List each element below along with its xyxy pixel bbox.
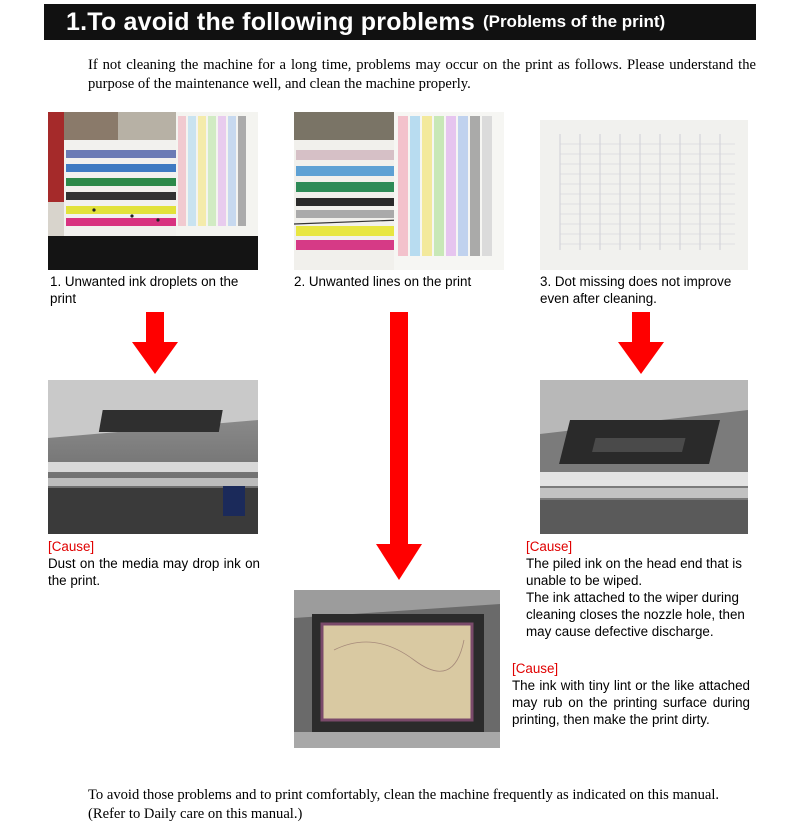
cause-block-3 [512,660,750,728]
media-dust-photo [48,380,258,534]
cause-text: Dust on the media may drop ink on the print. [48,556,260,588]
intro-paragraph: If not cleaning the machine for a long time, problems may occur on the print as follows. Please understand the purpose of the maintenance well, and clean the machine properly. [88,57,756,92]
cause-text: The ink attached to the wiper during cleaning closes the nozzle hole, then may cause defective discharge. [526,590,745,639]
cause-block-2 [526,538,752,640]
print-sample-photo-1 [48,112,258,270]
nozzle-check-photo [540,120,748,270]
head-end-photo [540,380,748,534]
section-title-bar [44,4,756,40]
cause-text: The ink with tiny lint or the like attached may rub on the printing surface during printing, then make the print dirty. [512,678,750,727]
section-title: 1.To avoid the following problems [66,7,475,36]
section-subtitle: (Problems of the print) [482,12,666,31]
long-down-arrow-icon [376,312,422,580]
cause-text: The piled ink on the head end that is unable to be wiped. [526,556,742,588]
closing-paragraph: To avoid those problems and to print comfortably, clean the machine frequently as indicated on this manual. (Refer to Daily care on this manual.) [88,787,720,822]
down-arrow-icon [618,312,664,374]
cause-label: [Cause] [526,539,573,554]
cause-label: [Cause] [512,661,559,676]
problem-caption-1: 1. Unwanted ink droplets on the print [50,274,239,306]
print-sample-photo-2 [294,112,504,270]
problem-caption-2: 2. Unwanted lines on the print [294,274,472,289]
down-arrow-icon [132,312,178,374]
print-head-surface-photo [294,590,500,748]
problem-caption-3: 3. Dot missing does not improve even after cleaning. [540,274,732,306]
cause-block-1 [48,538,260,589]
cause-label: [Cause] [48,539,95,554]
